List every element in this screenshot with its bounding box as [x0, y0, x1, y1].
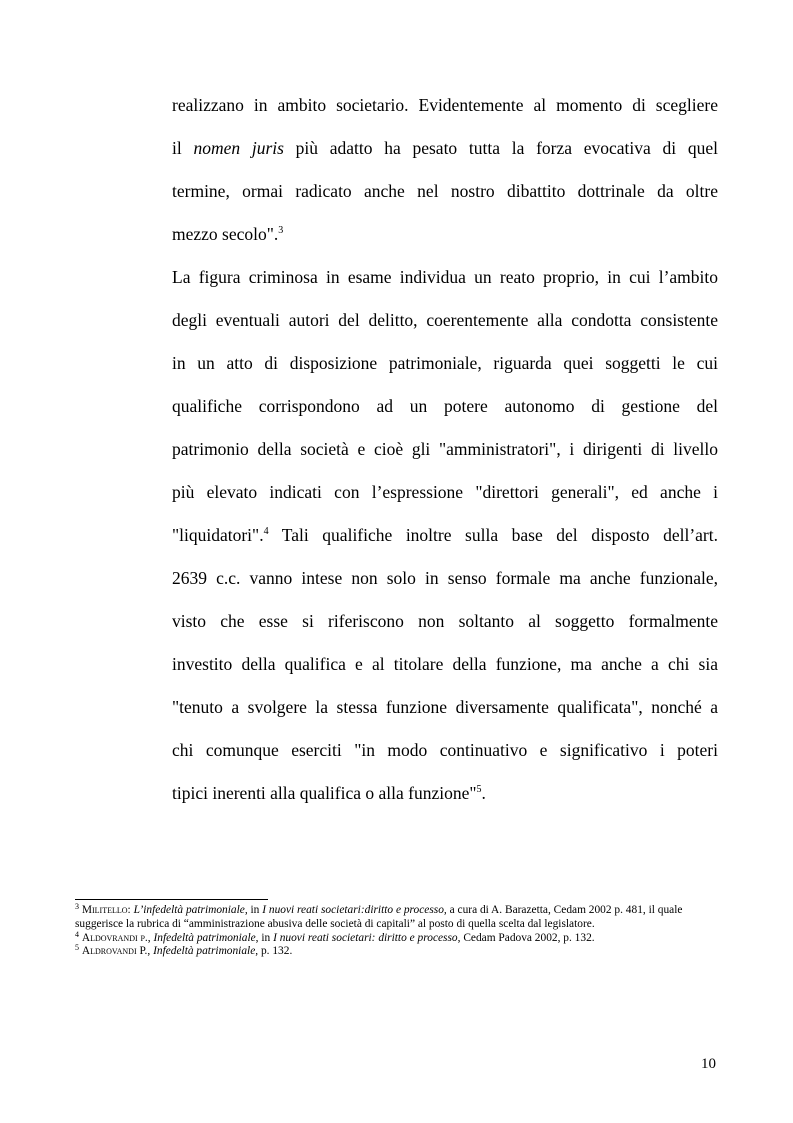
paragraph-1 — [172, 84, 718, 256]
footnote-ref: 3 — [278, 225, 284, 236]
text-run: il — [172, 138, 194, 158]
footnote-author: Aldrovandi — [81, 945, 137, 958]
footnote-book: I nuovi reati societari:diritto e processo, — [262, 904, 447, 916]
paragraph-2 — [172, 256, 718, 815]
footnote-book: I nuovi reati societari: diritto e processo — [273, 931, 458, 944]
text-line: 2639 c.c. vanno intese non solo in senso formale ma anche funzionale, — [172, 568, 718, 588]
text-run: in — [247, 904, 263, 916]
footnote-ref: 5 — [476, 784, 482, 795]
text-run: Tali qualifiche inoltre sulla base del disposto dell’art. — [268, 525, 718, 545]
footnote-ref: 4 — [263, 526, 269, 537]
text-run: . — [481, 783, 486, 803]
text-line: visto che esse si riferiscono non soltanto al soggetto formalmente — [172, 611, 718, 631]
text-line — [172, 772, 718, 815]
text-line: "tenuto a svolgere la stessa funzione diversamente qualificata", nonché a — [172, 697, 718, 717]
text-run: : — [127, 904, 131, 916]
latin-term: nomen juris — [193, 138, 284, 158]
text-line — [172, 213, 718, 256]
text-run: , Cedam Padova 2002, p. 132. — [457, 931, 595, 944]
footnote-number: 3 — [75, 902, 79, 911]
footnote-number: 5 — [75, 943, 79, 953]
text-line: termine, ormai radicato anche nel nostro dibattito dottrinale da oltre — [172, 181, 718, 201]
text-line — [172, 127, 718, 170]
page-number: 10 — [701, 1056, 716, 1072]
text-line — [172, 514, 718, 557]
text-run: , p. 132. — [255, 945, 293, 958]
body-text — [172, 84, 718, 815]
footnote-number: 4 — [75, 929, 79, 939]
text-line: investito della qualifica e al titolare della funzione, ma anche a chi sia — [172, 654, 718, 674]
footnote-author: Militello — [81, 904, 128, 916]
footnote-title: Infedeltà patrimoniale — [153, 945, 256, 958]
text-line: più elevato indicati con l’espressione "direttori generali", ed anche i — [172, 482, 718, 502]
footnote-4 — [75, 929, 725, 946]
footnote-separator — [75, 899, 268, 900]
footnote-5 — [75, 945, 725, 959]
text-run: a cura di A. Barazetta, Cedam 2002 p. 481, il quale suggerisce la rubrica di “amministrazione abusiva delle società di capitali” al posto di quella scelta dal legislatore. — [75, 904, 683, 930]
footnote-title: L’infedeltà patrimoniale, — [133, 904, 248, 916]
text-line: in un atto di disposizione patrimoniale, riguarda quei soggetti le cui — [172, 353, 718, 373]
text-run: tipici inerenti alla qualifica o alla funzione" — [172, 783, 477, 803]
text-run: , — [147, 931, 154, 944]
text-line: realizzano in ambito societario. Evidentemente al momento di scegliere — [172, 95, 718, 115]
footnote-author: Aldovrandi p. — [81, 931, 148, 944]
text-run: P., — [136, 945, 154, 958]
text-line: La figura criminosa in esame individua un reato proprio, in cui l’ambito — [172, 267, 718, 287]
footnote-3 — [75, 904, 725, 932]
text-line: chi comunque eserciti "in modo continuativo e significativo i poteri — [172, 740, 718, 760]
text-line: qualifiche corrispondono ad un potere autonomo di gestione del — [172, 396, 718, 416]
text-run: "liquidatori". — [172, 525, 264, 545]
text-line: degli eventuali autori del delitto, coerentemente alla condotta consistente — [172, 310, 718, 330]
footnote-title: Infedeltà patrimoniale — [153, 931, 256, 944]
footnotes — [75, 904, 725, 959]
text-run: , in — [255, 931, 274, 944]
text-line: patrimonio della società e cioè gli "amministratori", i dirigenti di livello — [172, 439, 718, 459]
text-run: più adatto ha pesato tutta la forza evocativa di quel — [283, 138, 718, 158]
text-run: mezzo secolo". — [172, 224, 279, 244]
